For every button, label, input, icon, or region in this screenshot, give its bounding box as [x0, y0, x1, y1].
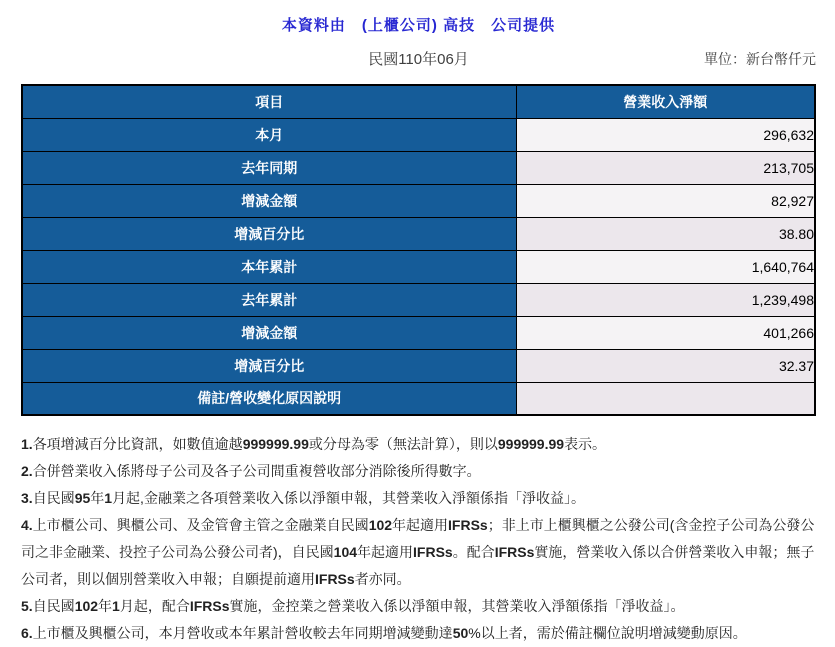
footnote: 1.各項增減百分比資訊，如數值逾越999999.99或分母為零（無法計算），則以999999.99表示。	[21, 436, 607, 452]
column-header-net-revenue: 營業收入淨額	[516, 85, 815, 118]
row-label: 本年累計	[22, 250, 516, 283]
row-value: 1,640,764	[516, 250, 815, 283]
row-value: 82,927	[516, 184, 815, 217]
revenue-table	[21, 84, 816, 416]
report-period: 民國110年06月	[368, 51, 469, 68]
table-row	[22, 349, 815, 382]
column-header-item: 項目	[22, 85, 516, 118]
footnote: 3.自民國95年1月起,金融業之各項營業收入係以淨額申報，其營業收入淨額係指「淨收益」。	[21, 490, 585, 506]
row-label: 去年累計	[22, 283, 516, 316]
row-label: 增減金額	[22, 184, 516, 217]
table-row	[22, 184, 815, 217]
row-value: 1,239,498	[516, 283, 815, 316]
row-value: 213,705	[516, 151, 815, 184]
row-value: 296,632	[516, 118, 815, 151]
footnote: 2.合併營業收入係將母子公司及各子公司間重複營收部分消除後所得數字。	[21, 463, 481, 479]
row-label: 本月	[22, 118, 516, 151]
row-value: 401,266	[516, 316, 815, 349]
row-value: 38.80	[516, 217, 815, 250]
row-label: 備註/營收變化原因說明	[22, 382, 516, 415]
unit-label: 單位：新台幣仟元	[704, 51, 816, 67]
row-value: 32.37	[516, 349, 815, 382]
row-value	[516, 382, 815, 415]
row-label: 增減百分比	[22, 349, 516, 382]
revenue-table-body	[22, 118, 815, 415]
row-label: 增減金額	[22, 316, 516, 349]
footnotes	[21, 431, 816, 647]
row-label: 去年同期	[22, 151, 516, 184]
footnote: 5.自民國102年1月起，配合IFRSs實施，金控業之營業收入係以淨額申報，其營業收入淨額係指「淨收益」。	[21, 598, 685, 614]
table-header-row	[22, 85, 815, 118]
table-row	[22, 250, 815, 283]
table-row	[22, 382, 815, 415]
page-title: 本資料由 (上櫃公司) 高技 公司提供	[281, 17, 556, 34]
footnote: 4.上市櫃公司、興櫃公司、及金管會主管之金融業自民國102年起適用IFRSs；非上市上櫃興櫃之公發公司(含金控子公司為公發公司之非金融業、投控子公司為公發公司者)，自民國104年起適用IFRSs。配合IFRSs實施，營業收入係以合併營業收入申報；無子公司者，則以個別營業收入申報；自願提前適用IFRSs者亦同。	[21, 517, 815, 587]
table-row	[22, 151, 815, 184]
row-label: 增減百分比	[22, 217, 516, 250]
subheader-row	[21, 48, 816, 68]
table-row	[22, 316, 815, 349]
table-row	[22, 283, 815, 316]
table-row	[22, 217, 815, 250]
table-row	[22, 118, 815, 151]
footnote: 6.上市櫃及興櫃公司，本月營收或本年累計營收較去年同期增減變動達50%以上者，需於備註欄位說明增減變動原因。	[21, 625, 747, 641]
